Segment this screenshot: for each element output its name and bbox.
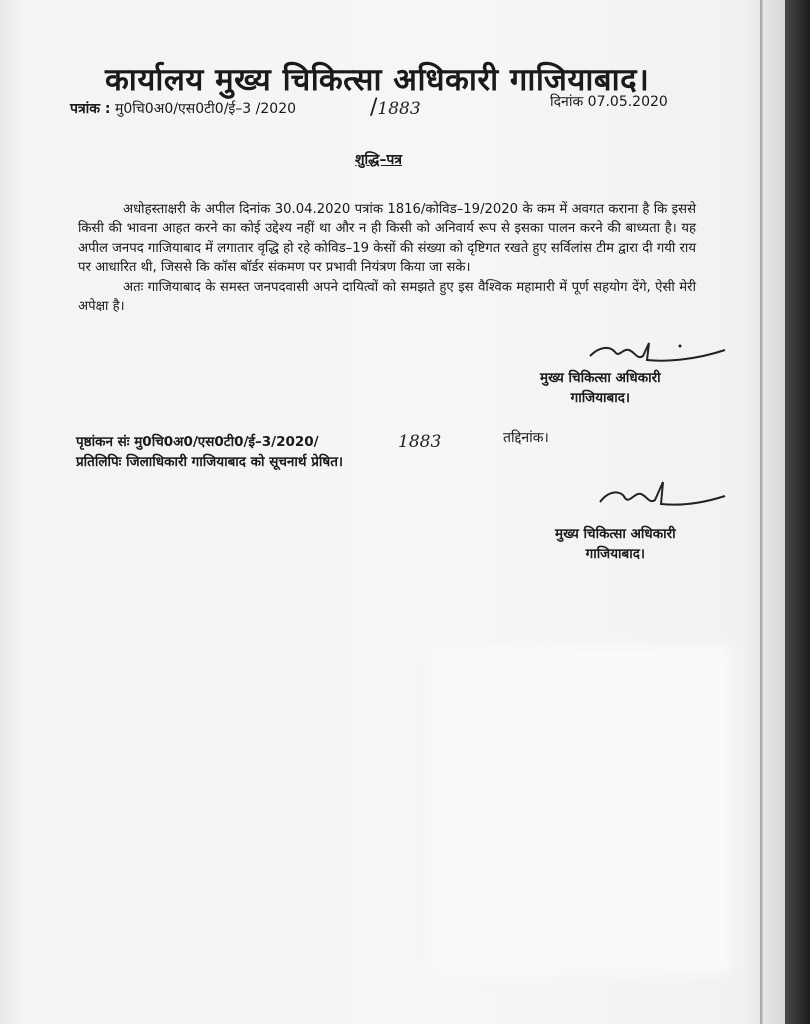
- signatory-designation-2: मुख्य चिकित्सा अधिकारी: [555, 526, 676, 542]
- endorsement-line: पृष्ठांकन संः मु0चि0अ0/एस0टी0/ई–3/2020/: [76, 434, 319, 450]
- page-fold-line: [760, 0, 763, 1024]
- letter-body: [78, 200, 696, 316]
- subject-heading: शुद्धि–पत्र: [355, 152, 403, 168]
- signatory-place-1: गाजियाबाद।: [570, 390, 631, 406]
- paper-stain: [432, 645, 732, 975]
- same-date-note: तद्दिनांक।: [503, 430, 549, 446]
- scan-edge-shadow: [785, 0, 810, 1024]
- copy-to-line: प्रतिलिपिः जिलाधिकारी गाजियाबाद को सूचनार्थ प्रेषित।: [76, 454, 344, 470]
- signature-2-scribble: [595, 478, 735, 523]
- body-paragraph-1: अधोहस्ताक्षरी के अपील दिनांक 30.04.2020 पत्रांक 1816/कोविड–19/2020 के कम में अवगत कराना है कि इससे किसी की भावना आहत करने का कोई उद्देश्य नहीं था और न ही किसी को अनिवार्य रूप से इसका पालन करने की बाध्यता है। यह अपील जनपद गाजियाबाद में लगातार वृद्धि हो रहे कोविड–19 केसों की संख्या को दृष्टिगत रखते हुए सर्विलांस टीम द्वारा दी गयी राय पर आधारित थी, जिससे कि कॉस बॉर्डर संकमण पर प्रभावी नियंत्रण किया जा सके।: [78, 202, 696, 276]
- signature-block-2: [555, 524, 676, 564]
- signatory-place-2: गाजियाबाद।: [585, 546, 646, 562]
- body-paragraph-2: अतः गाजियाबाद के समस्त जनपदवासी अपने दायित्वों को समझते हुए इस वैश्विक महामारी में पूर्ण सहयोग देंगे, ऐसी मेरी अपेक्षा है।: [78, 279, 696, 315]
- reference-number: मु0चि0अ0/एस0टी0/ई–3 /2020: [114, 101, 297, 117]
- reference-label: पत्रांक :: [70, 101, 111, 117]
- reference-line: [70, 99, 296, 118]
- signature-block-1: [540, 368, 661, 408]
- signatory-designation-1: मुख्य चिकित्सा अधिकारी: [540, 370, 661, 386]
- handwritten-ref-number: /1883: [370, 95, 421, 120]
- handwritten-endorsement-number: 1883: [398, 432, 442, 452]
- document-date: दिनांक 07.05.2020: [550, 94, 668, 110]
- office-title: कार्यालय मुख्य चिकित्सा अधिकारी गाजियाबाद।: [105, 62, 650, 98]
